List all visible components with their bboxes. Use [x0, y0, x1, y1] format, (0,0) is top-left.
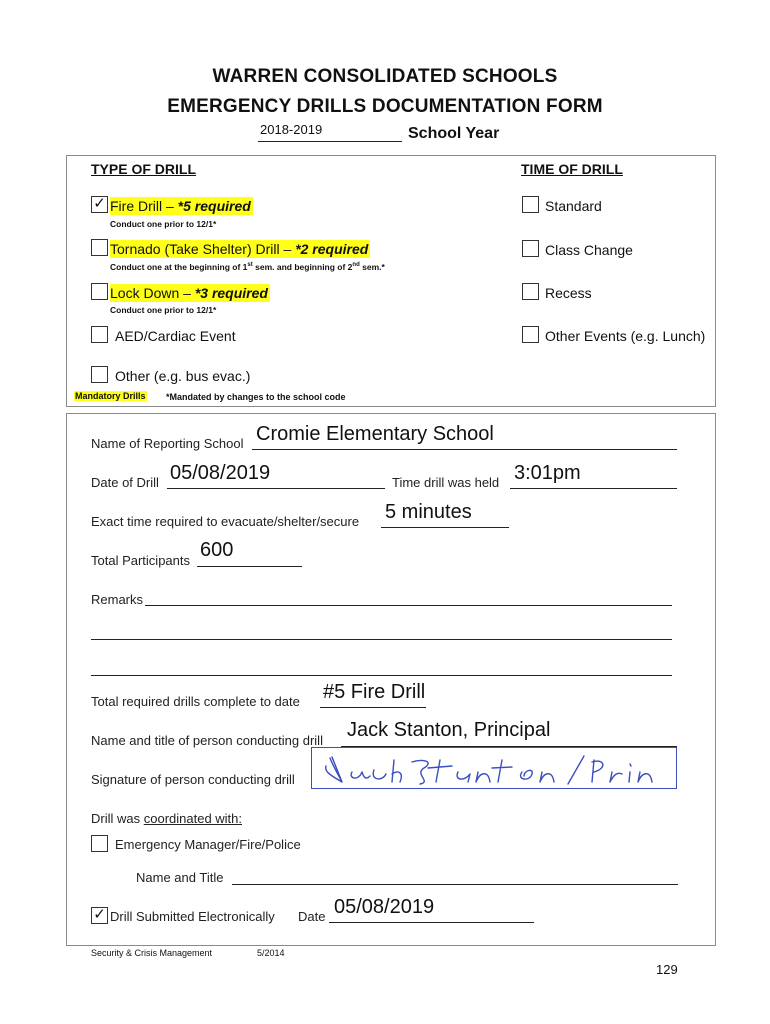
conductor-name-label: Name and title of person conducting drill: [91, 733, 323, 748]
time-held-line: [510, 488, 677, 489]
page-number: 129: [656, 962, 678, 977]
coordinated-label: Drill was coordinated with:: [91, 811, 243, 826]
mandatory-drills-label: Mandatory Drills: [75, 391, 146, 401]
recess-label: Recess: [545, 285, 592, 301]
other-events-checkbox[interactable]: [522, 326, 539, 343]
school-year-line: [258, 141, 402, 142]
school-name-label: Name of Reporting School: [91, 436, 244, 451]
fire-drill-note: Conduct one prior to 12/1*: [110, 219, 217, 229]
school-name-value[interactable]: Cromie Elementary School: [256, 423, 494, 445]
submitted-checkbox[interactable]: ✓: [91, 907, 108, 924]
type-of-drill-heading: TYPE OF DRILL: [91, 161, 196, 177]
submitted-date-line: [329, 922, 534, 923]
participants-line: [197, 566, 302, 567]
exact-time-value[interactable]: 5 minutes: [385, 501, 472, 523]
form-title: EMERGENCY DRILLS DOCUMENTATION FORM: [167, 96, 603, 117]
submitted-date-value[interactable]: 05/08/2019: [334, 896, 435, 918]
submitted-date-label: Date: [298, 909, 326, 924]
remarks-label: Remarks: [91, 592, 144, 607]
date-line: [167, 488, 385, 489]
total-drills-value[interactable]: #5 Fire Drill: [323, 681, 426, 703]
tornado-drill-note: Conduct one at the beginning of 1st sem. and beginning of 2nd sem.*: [110, 262, 385, 272]
report-section: [66, 413, 716, 946]
class-change-checkbox[interactable]: [522, 240, 539, 257]
recess-checkbox[interactable]: [522, 283, 539, 300]
fire-drill-label: Fire Drill – *5 required: [110, 198, 251, 214]
participants-value[interactable]: 600: [200, 539, 234, 561]
school-name-line: [252, 449, 677, 450]
lockdown-drill-label: Lock Down – *3 required: [110, 285, 268, 301]
mandatory-note: *Mandated by changes to the school code: [166, 392, 346, 402]
emergency-manager-checkbox[interactable]: [91, 835, 108, 852]
lockdown-drill-checkbox[interactable]: [91, 283, 108, 300]
date-value[interactable]: 05/08/2019: [170, 462, 271, 484]
signature-drawing: [312, 748, 678, 790]
standard-label: Standard: [545, 198, 602, 214]
aed-checkbox[interactable]: [91, 326, 108, 343]
time-held-value[interactable]: 3:01pm: [514, 462, 581, 484]
conductor-name-value[interactable]: Jack Stanton, Principal: [347, 719, 551, 741]
total-drills-label: Total required drills complete to date: [91, 694, 300, 709]
form-org-title: WARREN CONSOLIDATED SCHOOLS: [212, 66, 558, 87]
signature-label: Signature of person conducting drill: [91, 772, 295, 787]
emergency-manager-label: Emergency Manager/Fire/Police: [115, 837, 301, 852]
lockdown-drill-note: Conduct one prior to 12/1*: [110, 305, 217, 315]
remarks-line-1[interactable]: [145, 605, 672, 606]
other-drill-label: Other (e.g. bus evac.): [115, 368, 251, 384]
tornado-drill-checkbox[interactable]: [91, 239, 108, 256]
aed-label: AED/Cardiac Event: [115, 328, 236, 344]
remarks-line-2[interactable]: [91, 639, 672, 640]
fire-drill-checkbox[interactable]: ✓: [91, 196, 108, 213]
signature-field[interactable]: [311, 747, 677, 789]
school-year-value[interactable]: 2018-2019: [260, 122, 323, 137]
name-title-line[interactable]: [232, 884, 678, 885]
exact-time-label: Exact time required to evacuate/shelter/secure: [91, 514, 360, 529]
name-title-label: Name and Title: [136, 870, 224, 885]
submitted-label: Drill Submitted Electronically: [110, 909, 275, 924]
footer-dept: Security & Crisis Management: [91, 948, 213, 958]
school-year-label: School Year: [408, 125, 500, 142]
time-held-label: Time drill was held: [392, 475, 500, 490]
time-of-drill-heading: TIME OF DRILL: [521, 161, 623, 177]
other-drill-checkbox[interactable]: [91, 366, 108, 383]
remarks-line-3[interactable]: [91, 675, 672, 676]
tornado-drill-label: Tornado (Take Shelter) Drill – *2 required: [110, 241, 369, 257]
date-label: Date of Drill: [91, 475, 159, 490]
participants-label: Total Participants: [91, 553, 190, 568]
standard-checkbox[interactable]: [522, 196, 539, 213]
class-change-label: Class Change: [545, 242, 633, 258]
exact-time-line: [381, 527, 509, 528]
other-events-label: Other Events (e.g. Lunch): [545, 328, 706, 344]
footer-version: 5/2014: [257, 948, 285, 958]
total-drills-line: [320, 707, 426, 708]
